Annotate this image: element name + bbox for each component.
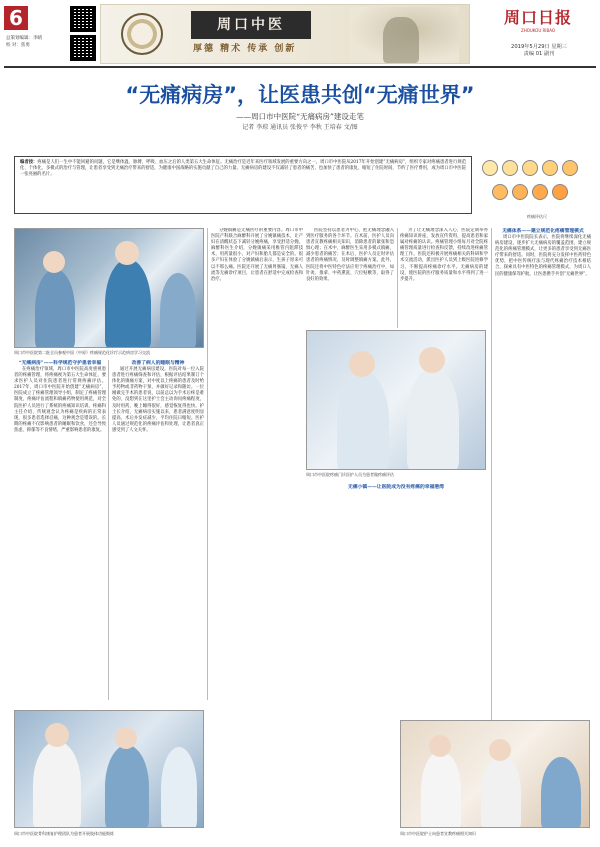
article-column-3: [211, 228, 303, 508]
article-column-2: [112, 360, 204, 700]
banner-illustration: [349, 7, 459, 63]
column-6-text: 周口市中医院院长表示，医院将继续深化无痛病房建设，逐步扩大无痛病房的覆盖范围，建立规范化的疼痛管理模式，让更多的患者享受到无痛医疗带来的舒适。同时，医院将充分发挥中医药特色优势，把中医传统疗法与现代疼痛治疗技术相结合，探索具有中医特色的疼痛管理模式，为周口人民的健康保驾护航，让医患携手共创“无痛世界”。: [495, 235, 591, 277]
column-title: 周口中医: [191, 11, 311, 39]
newspaper-brand-latin: ZHOUKOU RIBAO: [520, 28, 556, 33]
photo-1-caption: 周口市中医院第二批全员参观中国（中原）疼痛规范化诊疗示范病房学习交流: [14, 350, 150, 355]
photo-4-caption: 周口市中医院护士向患者宣教疼痛相关知识: [400, 831, 476, 836]
section-heading-1: “无痛病房”——科学规范守护患者幸福: [18, 360, 102, 366]
qr-code-icon: [70, 6, 96, 32]
column-banner: [100, 4, 470, 64]
photo-nurse-education: [400, 720, 590, 828]
column-slogan: 厚德 精术 传承 创新: [193, 44, 297, 54]
pain-scale-caption: 疼痛评估尺: [527, 214, 547, 219]
sad-face-icon: [542, 160, 558, 176]
section-heading-3: 无痛小镇——让医院成为没有疼痛的幸福港湾: [348, 484, 444, 490]
crying-face-icon: [552, 184, 568, 200]
crying-face-icon: [532, 184, 548, 200]
editor-note: [14, 156, 472, 214]
article-column-5: [400, 228, 488, 328]
masthead-rule: [4, 66, 596, 68]
editor-credits: [6, 36, 66, 49]
page-number: 6: [4, 6, 28, 30]
smile-face-icon: [482, 160, 498, 176]
crying-face-icon: [512, 184, 528, 200]
article-lower-middle: [306, 484, 486, 700]
photo-2-caption: 周口市中医院疼痛门诊医护人员为患者做疼痛评估: [306, 472, 394, 477]
date-line-1: 2019年5月29日 星期三: [511, 44, 567, 50]
column-divider: [491, 228, 492, 788]
column-divider: [207, 228, 208, 700]
editor-note-label: 编者按：: [20, 160, 38, 165]
photo-3-caption: 周口市中医院骨科康复护理团队为患者开展肢体功能锻炼: [14, 831, 114, 836]
pain-scale-illustration: [478, 150, 596, 222]
article-headline: “无痛病房”，让医患共创“无痛世界”: [125, 83, 475, 107]
editor-note-text: 疼痛是人们一生中不能回避的问题，它是继体温、脉搏、呼吸、血压之后的人类第五大生命体征。无痛治疗是近年来医疗领域发展的重要方向之一。周口市中医院从2017年开始创建“无痛病房”，组织专家对疼痛患者进行规范化、个体化、多模式的治疗与管理，让患者享受到无痛治疗带来的舒适，为健康中国战略的实施贡献了自己的力量。无痛病房的建设不仅减轻了患者的痛苦，也加快了患者的康复，缩短了住院时间，节约了医疗费用，成为周口市中医院一张亮丽的名片。: [20, 160, 467, 178]
neutral-face-icon: [522, 160, 538, 176]
column-1-text: 在疼痛治疗领域，周口市中医院高度重视患者的疼痛管理，将疼痛视为第五大生命体征，要求医护人员对住院患者进行常规疼痛评估。2017年，周口市中医院开始创建“无痛病房”，医院成立了疼痛管理领导小组，制定了疼痛管理制度、疼痛评估流程和镇痛药物使用规范，对全院医护人员进行了系统的疼痛知识培训。疼痛科主任介绍，传统观念认为疼痛是疾病的正常表现，很多患者选择忍痛，这种观念是错误的。长期的疼痛不仅影响患者的睡眠和饮食，还会导致焦虑、抑郁等不良情绪，严重影响患者的康复。: [14, 367, 106, 433]
article-subheadline: ——周口市中医院“无痛病房”建设走笔: [236, 112, 364, 121]
issue-date: [482, 44, 596, 58]
photo-pain-assessment: [306, 330, 486, 470]
hospital-logo-icon: [121, 13, 163, 55]
newspaper-brand: 周口日报: [503, 8, 572, 27]
column-divider: [397, 228, 398, 328]
column-3-text: 分娩镇痛是无痛医疗的重要内容。周口市中医院产科联合麻醉科开展了分娩镇痛技术，让产妇在清醒状态下减轻分娩疼痛，享受舒适分娩。麻醉科医生介绍，分娩镇痛采用椎管内阻滞技术，用药量很小，对产妇和胎儿都是安全的。很多产妇在体验了分娩镇痛后表示，生孩子原来可以不那么痛。医院还开展了无痛胃肠镜、无痛人流等无痛诊疗项目，让患者在舒适中完成检查和治疗。: [211, 228, 303, 282]
column-2-text: 通过开展无痛病房建设，医院对每一位入院患者进行疼痛筛查和评估，根据评估结果制订个体化的镇痛方案，对中度以上疼痛的患者及时给予药物或非药物干预，并做好记录和随访。一位刚做完手术的患者说，以前总以为手术后疼是难免的，没想到在这里护士会主动询问疼痛程度，及时用药，晚上睡得很好，感觉恢复得也快。护士长介绍，无痛病房实施以来，患者满意度明显提高，术后并发症减少，平均住院日缩短。医护人员通过规范化的疼痛评估和处理，让患者真正感受到了人文关怀。: [112, 367, 204, 433]
article-byline: 记者 李琼 通讯员 张俊平 李秋 王培春 文/图: [242, 124, 358, 131]
sad-face-icon: [562, 160, 578, 176]
article-column-1: [14, 360, 106, 700]
date-line-2: 责编 01 副刊: [523, 51, 555, 57]
sad-face-icon: [492, 184, 508, 200]
editor-line-1: 总策划编辑：李晴: [6, 36, 42, 41]
section-heading-2: 改善了病人的睡眠与精神: [131, 360, 185, 366]
photo-rehab-nursing: [14, 710, 204, 828]
smile-face-icon: [502, 160, 518, 176]
article-column-4: [306, 228, 394, 328]
column-divider: [108, 360, 109, 700]
article-column-6: [495, 228, 591, 788]
section-heading-4: 无痛体系——建立规范化疼痛管理模式: [502, 228, 584, 234]
photo-ward-training: [14, 228, 204, 348]
column-5-text: 为了让无痛理念深入人心，医院定期举办疼痛知识讲座，发放宣传资料，提高患者和家属对疼痛的认识。疼痛管理小组每月对全院疼痛管理质量进行检查和反馈，持续改进疼痛管理工作。医院还积极开展疼痛相关的科研和学术交流活动，派出医护人员到上级医院进修学习，不断提高疼痛诊疗水平。无痛病房的建设，使医院的医疗服务质量和水平得到了进一步提升。: [400, 228, 488, 282]
editor-line-2: 校 对：焦勇: [6, 42, 30, 48]
qr-code-icon: [70, 35, 96, 61]
column-4-text: 医院坚持以患者为中心，把无痛理念融入到医疗服务的各个环节。在术前，医护人员向患者宣教疼痛相关知识，消除患者的紧张和恐惧心理；在术中，麻醉医生采用多模式镇痛，减少患者的痛苦；在术后，医护人员定时评估患者的疼痛情况，及时调整镇痛方案。此外，医院还将中医特色疗法应用于疼痛治疗中，如针灸、推拿、中药熏洗、穴位贴敷等，取得了良好的效果。: [306, 228, 394, 282]
